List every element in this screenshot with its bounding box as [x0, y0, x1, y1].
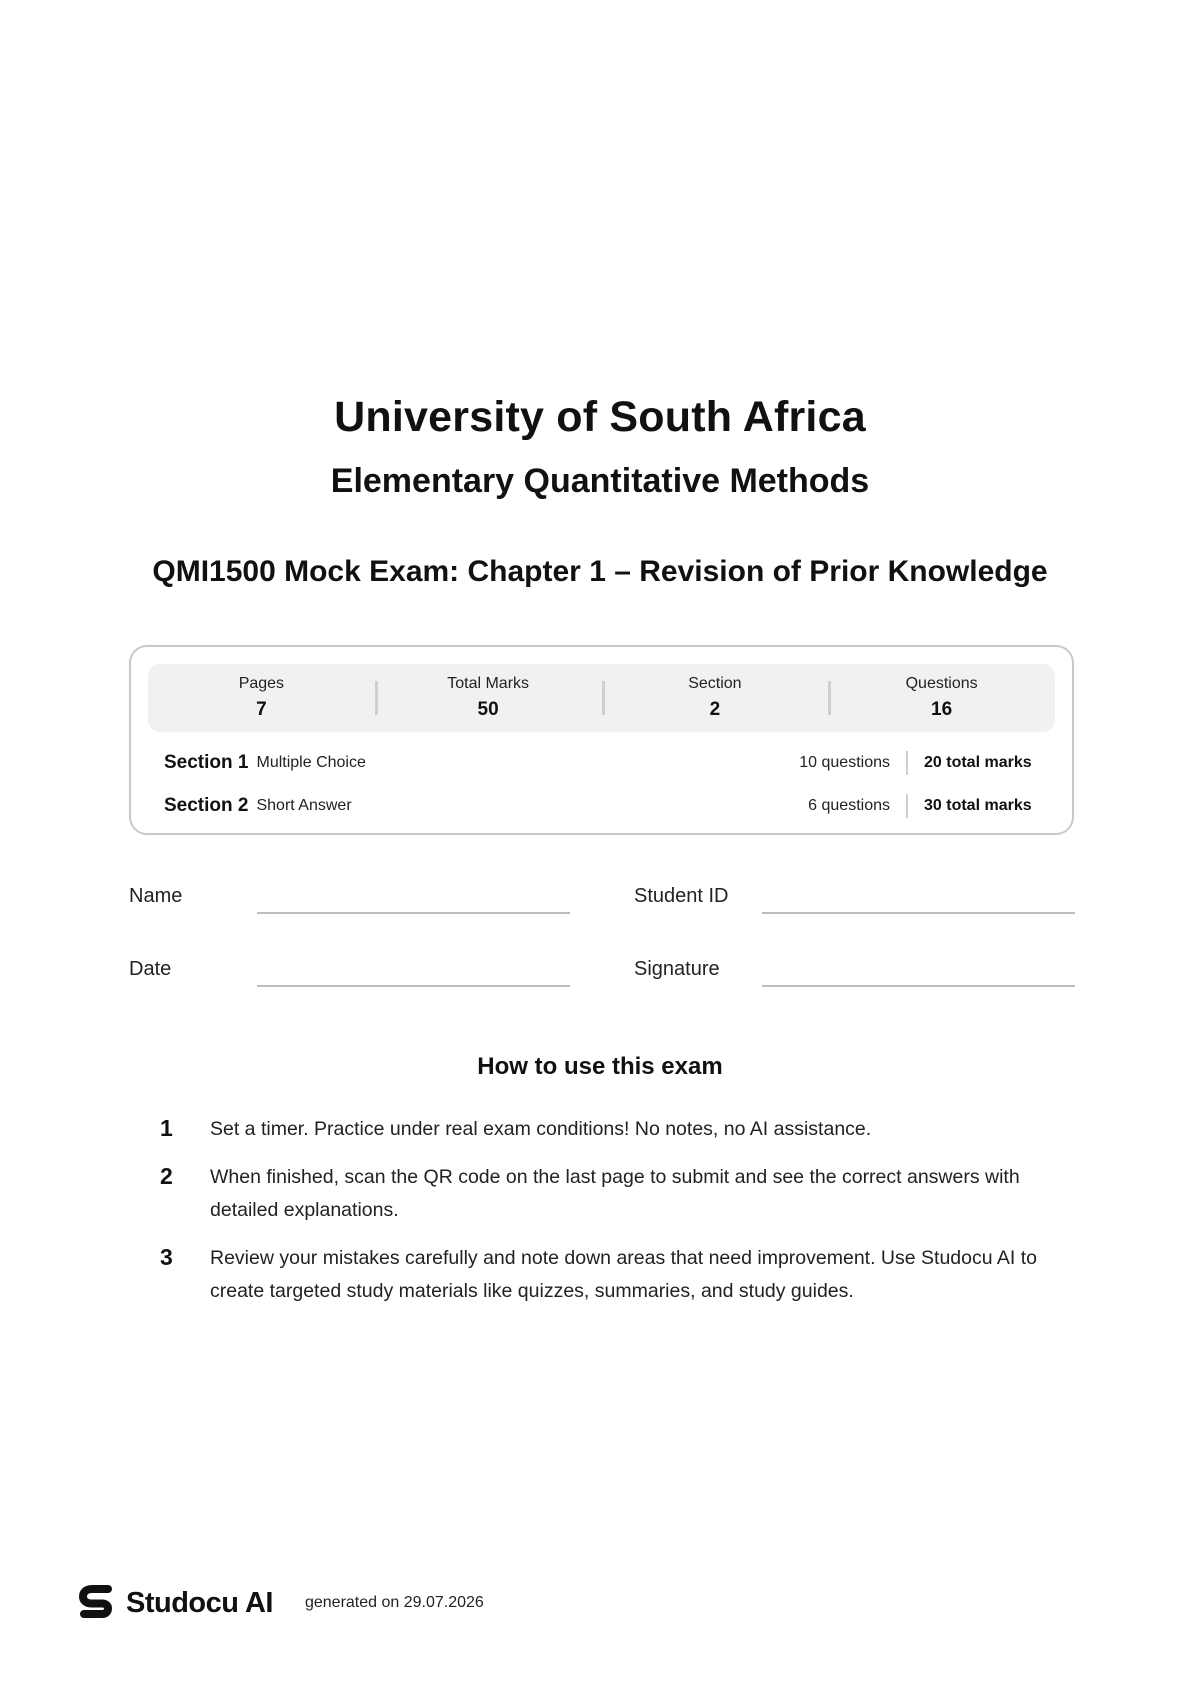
section-row-1 [164, 750, 1044, 776]
date-label: Date [129, 958, 172, 980]
section-question-count: 6 questions [808, 797, 890, 814]
list-item [160, 1161, 1060, 1227]
stats-bar [148, 664, 1055, 732]
section-row-2 [164, 793, 1044, 819]
university-title: University of South Africa [334, 393, 866, 441]
exam-title: QMI1500 Mock Exam: Chapter 1 – Revision of Prior Knowledge [152, 555, 1048, 588]
signature-line[interactable] [762, 953, 1075, 987]
stat-pages [148, 664, 375, 732]
stat-section [602, 664, 829, 732]
name-label: Name [129, 885, 183, 907]
section-type: Multiple Choice [256, 754, 366, 771]
stat-value: 16 [931, 699, 953, 720]
student-id-line[interactable] [762, 880, 1075, 914]
student-id-label: Student ID [634, 885, 729, 907]
section-type: Short Answer [256, 797, 352, 814]
stat-label: Questions [905, 675, 978, 692]
date-line[interactable] [257, 953, 570, 987]
stat-value: 7 [256, 699, 267, 720]
stat-label: Section [688, 675, 742, 692]
section-name: Section 2 [164, 795, 249, 816]
student-id-field [634, 880, 1075, 914]
stat-label: Total Marks [447, 675, 530, 692]
step-text: Review your mistakes carefully and note down areas that need improvement. Use Studocu AI to create targeted study materials like quizzes, summaries, and study guides. [210, 1247, 1038, 1302]
stat-label: Pages [238, 675, 285, 692]
stat-value: 2 [709, 699, 721, 720]
howto-heading: How to use this exam [477, 1053, 723, 1080]
name-line[interactable] [257, 880, 570, 914]
name-field [129, 880, 570, 914]
howto-steps [160, 1113, 1060, 1323]
footer [78, 1583, 484, 1623]
step-number: 2 [160, 1163, 173, 1189]
date-field [129, 953, 570, 987]
stat-questions [828, 664, 1055, 732]
section-marks: 20 total marks [924, 754, 1032, 771]
section-marks: 30 total marks [924, 797, 1032, 814]
list-item [160, 1113, 1060, 1146]
list-item [160, 1242, 1060, 1308]
course-title: Elementary Quantitative Methods [330, 462, 870, 500]
step-number: 1 [160, 1115, 173, 1141]
brand-name: Studocu AI [126, 1586, 273, 1619]
studocu-s-logo-icon [78, 1583, 116, 1623]
step-text: Set a timer. Practice under real exam conditions! No notes, no AI assistance. [210, 1118, 872, 1140]
section-name: Section 1 [164, 752, 249, 773]
signature-label: Signature [634, 958, 720, 980]
step-text: When finished, scan the QR code on the last page to submit and see the correct answers with detailed explanations. [210, 1166, 1020, 1221]
signature-field [634, 953, 1075, 987]
section-question-count: 10 questions [799, 754, 890, 771]
step-number: 3 [160, 1244, 173, 1270]
exam-summary-card [129, 645, 1074, 835]
stat-value: 50 [477, 699, 499, 720]
generated-date: generated on 29.07.2026 [304, 1594, 484, 1611]
stat-total-marks [375, 664, 602, 732]
